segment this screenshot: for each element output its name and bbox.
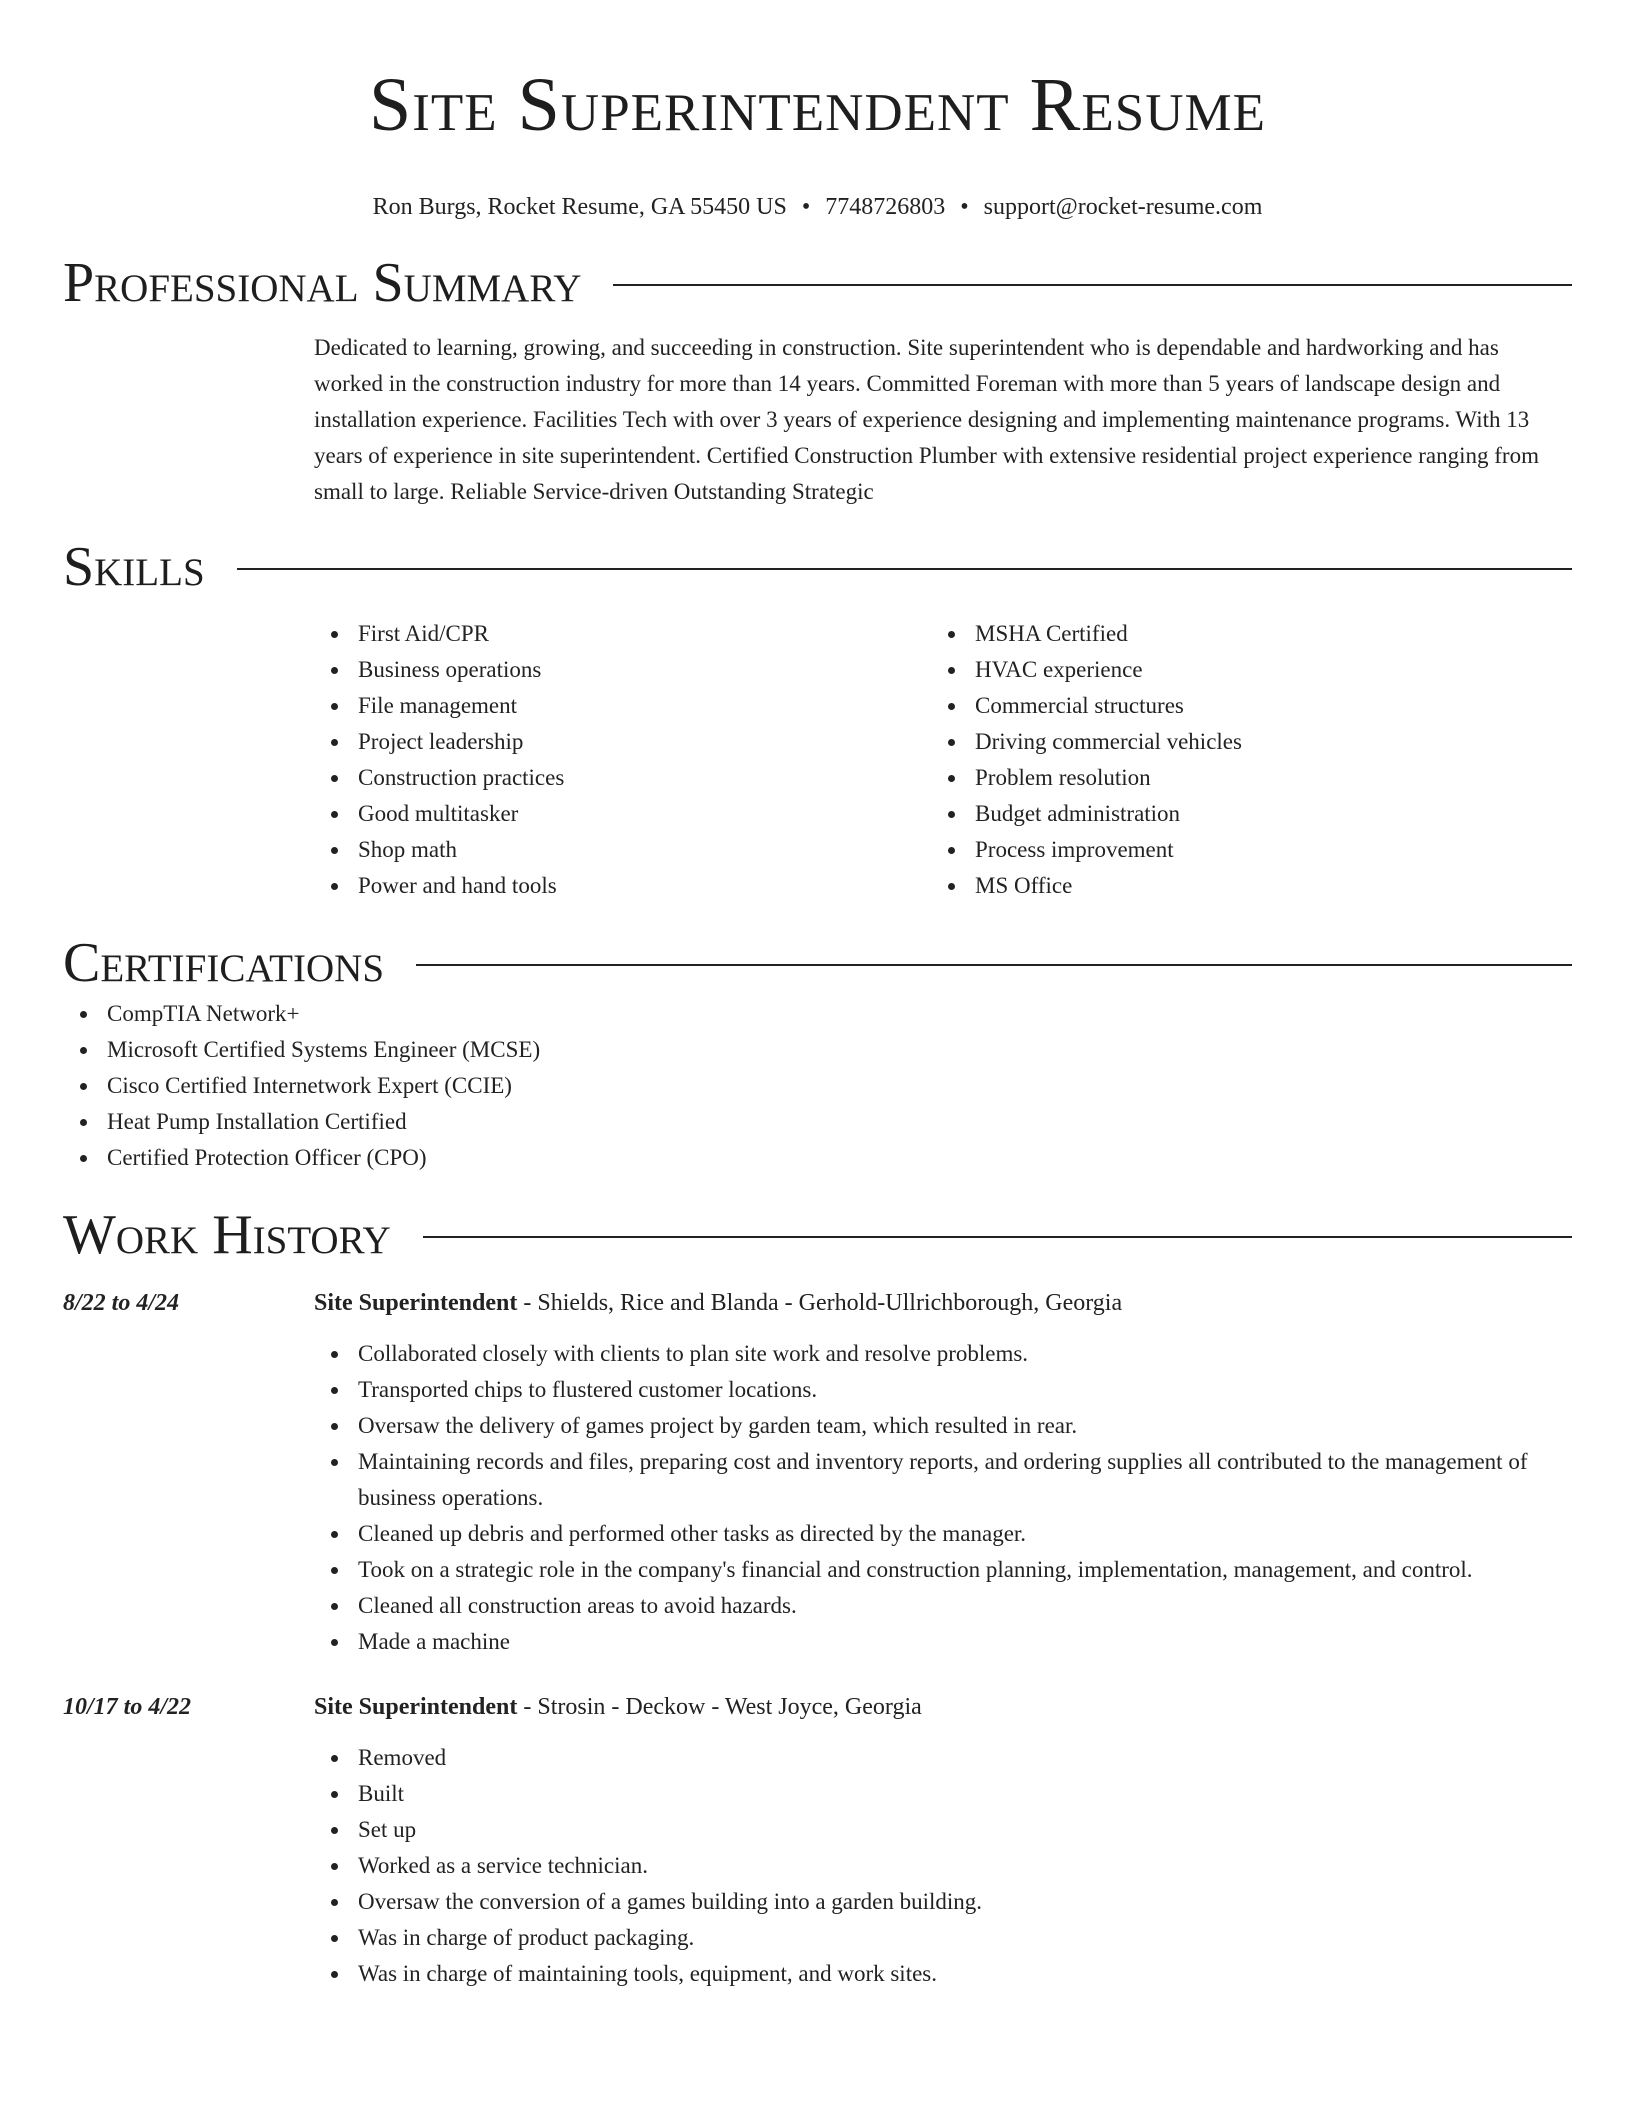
certification-item: Heat Pump Installation Certified: [63, 1104, 1572, 1140]
skills-heading: Skills: [63, 536, 205, 598]
skill-item: Business operations: [314, 652, 931, 688]
skill-item: Shop math: [314, 832, 931, 868]
job-entry: [63, 1692, 1572, 1992]
job-bullet: Oversaw the conversion of a games building into a garden building.: [314, 1884, 1572, 1920]
summary-heading: Professional Summary: [63, 252, 582, 314]
certification-item: Microsoft Certified Systems Engineer (MCSE): [63, 1032, 1572, 1068]
skill-item: First Aid/CPR: [314, 616, 931, 652]
contact-separator: •: [801, 194, 811, 220]
certification-item: Certified Protection Officer (CPO): [63, 1140, 1572, 1176]
job-bullet: Was in charge of maintaining tools, equipment, and work sites.: [314, 1956, 1572, 1992]
job-bullet: Set up: [314, 1812, 1572, 1848]
summary-text: Dedicated to learning, growing, and succeeding in construction. Site superintendent who is dependable and hardworking and has worked in the construction industry for more than 14 years. Committed Foreman with more than 5 years of landscape design and installation experience. Facilities Tech with over 3 years of experience designing and implementing maintenance programs. With 13 years of experience in site superintendent. Certified Construction Plumber with extensive residential project experience ranging from small to large. Reliable Service-driven Outstanding Strategic: [314, 335, 1539, 504]
section-divider: [423, 1236, 1572, 1238]
resume-title: Site Superintendent Resume: [369, 63, 1266, 147]
job-bullet: Cleaned all construction areas to avoid hazards.: [314, 1588, 1572, 1624]
section-divider: [613, 284, 1572, 286]
job-bullet: Oversaw the delivery of games project by garden team, which resulted in rear.: [314, 1408, 1572, 1444]
job-entry: [63, 1288, 1572, 1660]
contact-address: Ron Burgs, Rocket Resume, GA 55450 US: [372, 194, 787, 220]
certifications-section-header: [63, 930, 1572, 996]
job-details: - Shields, Rice and Blanda - Gerhold-Ullrichborough, Georgia: [517, 1290, 1123, 1316]
job-heading: [314, 1288, 1572, 1318]
job-bullet: Collaborated closely with clients to plan site work and resolve problems.: [314, 1336, 1572, 1372]
job-body: [314, 1288, 1572, 1660]
certification-item: Cisco Certified Internetwork Expert (CCIE): [63, 1068, 1572, 1104]
certification-item: CompTIA Network+: [63, 996, 1572, 1032]
job-bullet: Made a machine: [314, 1624, 1572, 1660]
work-heading: Work History: [63, 1204, 391, 1266]
job-bullets: [314, 1336, 1572, 1660]
job-heading: [314, 1692, 1572, 1722]
contact-line: [63, 192, 1572, 222]
skill-item: Budget administration: [931, 796, 1548, 832]
summary-section-header: [63, 250, 1572, 316]
job-title: Site Superintendent: [314, 1694, 518, 1720]
job-bullet: Cleaned up debris and performed other tasks as directed by the manager.: [314, 1516, 1572, 1552]
skill-item: Commercial structures: [931, 688, 1548, 724]
skill-item: File management: [314, 688, 931, 724]
job-bullet: Took on a strategic role in the company's financial and construction planning, implementation, management, and control.: [314, 1552, 1572, 1588]
skills-left-column: [314, 616, 931, 904]
work-history-list: [63, 1288, 1572, 1992]
skills-section-header: [63, 534, 1572, 600]
work-section-header: [63, 1202, 1572, 1268]
skill-item: HVAC experience: [931, 652, 1548, 688]
skill-item: Driving commercial vehicles: [931, 724, 1548, 760]
skill-item: Project leadership: [314, 724, 931, 760]
job-bullet: Worked as a service technician.: [314, 1848, 1572, 1884]
skill-item: Process improvement: [931, 832, 1548, 868]
job-dates: 8/22 to 4/24: [63, 1290, 180, 1316]
job-bullet: Built: [314, 1776, 1572, 1812]
job-bullet: Maintaining records and files, preparing cost and inventory reports, and ordering supplies all contributed to the management of business operations.: [314, 1444, 1572, 1516]
job-title: Site Superintendent: [314, 1290, 518, 1316]
job-dates: 10/17 to 4/22: [63, 1694, 192, 1720]
job-details: - Strosin - Deckow - West Joyce, Georgia: [517, 1694, 922, 1720]
contact-separator: •: [960, 194, 969, 220]
certifications-list: [63, 996, 1572, 1176]
skill-item: Problem resolution: [931, 760, 1548, 796]
skill-item: Construction practices: [314, 760, 931, 796]
skill-item: MS Office: [931, 868, 1548, 904]
skills-right-column: [931, 616, 1548, 904]
section-divider: [237, 568, 1572, 570]
skill-item: Power and hand tools: [314, 868, 931, 904]
job-body: [314, 1692, 1572, 1992]
contact-phone: 7748726803: [825, 194, 946, 220]
skills-grid: [314, 616, 1572, 904]
skill-item: MSHA Certified: [931, 616, 1548, 652]
job-bullets: [314, 1740, 1572, 1992]
contact-email: support@rocket-resume.com: [983, 194, 1263, 220]
job-bullet: Was in charge of product packaging.: [314, 1920, 1572, 1956]
job-bullet: Transported chips to flustered customer locations.: [314, 1372, 1572, 1408]
certifications-heading: Certifications: [63, 932, 385, 994]
section-divider: [416, 964, 1572, 966]
skill-item: Good multitasker: [314, 796, 931, 832]
job-bullet: Removed: [314, 1740, 1572, 1776]
